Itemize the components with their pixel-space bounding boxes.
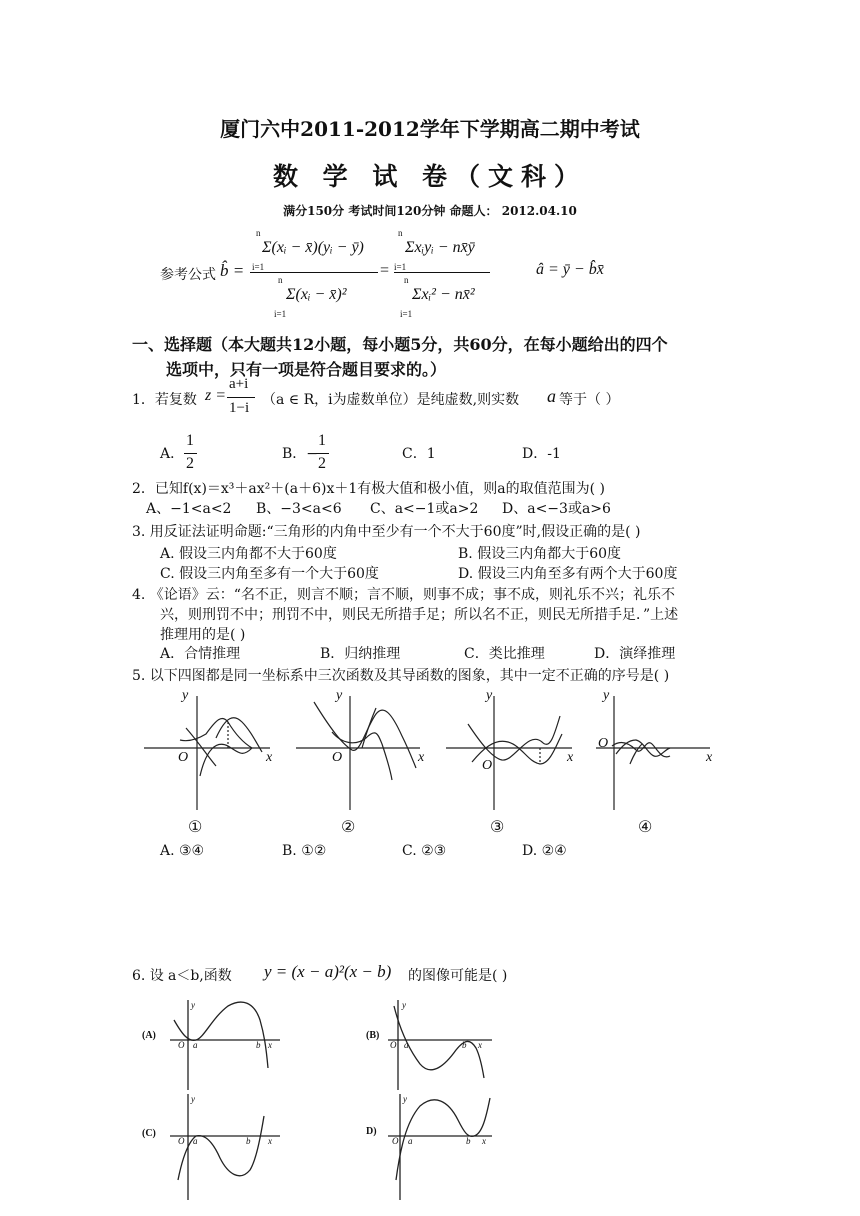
curve-2c [362,708,376,748]
q5-graph-label-4: ④ [638,817,653,836]
q4-line2: 兴，则刑罚不中；刑罚不中，则民无所措手足；所以名不正，则民无所措手足．”上述 [160,607,679,623]
q5-g2-o: O [332,750,343,765]
formula-equals: = [380,262,390,279]
q5-graph-label-2: ② [341,817,356,836]
q6-c-a: a [193,1136,198,1146]
q6-b-a: a [404,1040,409,1050]
q5-g4-y: y [603,688,610,703]
q1-var: a [547,386,556,406]
sum-top-4: n [404,275,409,285]
q6-b-x: x [478,1040,482,1050]
q6-label-d: D) [366,1126,377,1137]
sum-bottom-2: i=1 [274,309,287,319]
q5-option-a: A. ③④ [160,843,205,859]
q3-option-c: C. 假设三内角至多有一个大于60度 [160,566,379,582]
q6-c-b: b [246,1136,251,1146]
curve-1c [186,728,216,766]
q4-option-a: A．合情推理 [160,646,241,662]
q6-graphs [130,990,530,1210]
q6-a-y: y [191,1000,195,1010]
q6-a-o: O [178,1040,185,1050]
q4-line1: 4. 《论语》云：“名不正，则言不顺；言不顺，则事不成；事不成，则礼乐不兴；礼乐不 [132,587,675,603]
q6-d-a: a [408,1136,413,1146]
fraction-bar-2 [394,272,490,273]
q6-d-x: x [482,1136,486,1146]
q3-text: 3. 用反证法证明命题:“三角形的内角中至少有一个不大于60度”时,假设正确的是( ) [132,524,641,540]
q5-g2-x: x [418,750,425,765]
q2-option-c: C、a<−1或a>2 [370,501,479,517]
q5-g4-o: O [598,736,609,751]
q2-option-d: D、a<−3或a>6 [502,501,611,517]
q6-a-b: b [256,1040,261,1050]
q5-graphs [130,688,730,838]
q2-option-b: B、−3<a<6 [256,501,342,517]
q6-function: y = (x − a)²(x − b) [264,962,392,981]
q6-b-y: y [402,1000,406,1010]
q2-option-a: A、−1<a<2 [146,501,232,517]
q4-line3: 推理用的是( ) [160,627,246,643]
q6-c-x: x [268,1136,272,1146]
q1-option-a-den: 2 [186,455,194,472]
q5-graph-3 [446,696,572,810]
q4-option-c: C．类比推理 [464,646,545,662]
q6-tail: 的图像可能是( ) [408,968,508,984]
q5-text: 5. 以下四图都是同一坐标系中三次函数及其导函数的图象，其中一定不正确的序号是( ) [132,668,670,684]
q1-den: 1−i [229,400,250,416]
q1-prefix: 1．若复数 [132,392,197,408]
sum-top-2: n [278,275,283,285]
q6-c-y: y [191,1094,195,1104]
q6-graph-a [170,1000,280,1090]
q6-b-o: O [390,1040,397,1050]
q6-c-o: O [178,1136,185,1146]
q5-g2-y: y [336,688,343,703]
q1-condition: （a ∈ R，i为虚数单位）是纯虚数,则实数 [262,392,520,408]
section-heading-line2: 选项中，只有一项是符合题目要求的。） [166,360,447,379]
q1-option-d: D．-1 [522,446,561,462]
sum-top-3: n [398,228,403,238]
q6-prefix: 6. 设 [132,968,164,984]
q6-label-b: (B) [366,1030,380,1041]
q5-g4-x: x [706,750,713,765]
q5-graph-4 [596,696,713,810]
q5-g3-x: x [567,750,574,765]
q3-option-b: B. 假设三内角都大于60度 [458,546,622,562]
q1-option-b-den: 2 [318,455,326,472]
q1-option-a-bar [184,453,197,454]
q6-graph-c [170,1094,280,1200]
q5-g1-y: y [182,688,189,703]
q2-text: 2．已知f(x)＝x³＋ax²＋(a＋6)x＋1有极大值和极小值，则a的取值范围为( ) [132,481,605,497]
q1-option-b-num: 1 [318,432,326,449]
formula-num-1: Σ(xᵢ − x̄)(yᵢ − ȳ) [262,239,364,256]
q6-d-b: b [466,1136,471,1146]
q5-g3-y: y [486,688,493,703]
q1-fraction-bar [227,397,255,398]
q6-label-c: (C) [142,1128,156,1139]
q1-option-c: C．1 [402,446,436,462]
q1-option-b-label: B．− [282,446,319,462]
q6-a-x: x [268,1040,272,1050]
q1-tail: 等于（ ） [559,392,620,408]
curve-c [178,1116,264,1180]
sum-top-1: n [256,228,261,238]
q5-g3-o: O [482,758,493,773]
q5-graph-1 [144,696,273,810]
q5-option-c: C. ②③ [402,843,447,859]
q5-option-d: D. ②④ [522,843,567,859]
exam-meta: 满分150分 考试时间120分钟 命题人： 2012.04.10 [283,204,577,218]
formula-num-2: Σxᵢyᵢ − nx̄ȳ [405,239,475,256]
q3-option-a: A. 假设三内角都不大于60度 [160,546,337,562]
sum-bottom-3: i=1 [394,262,407,272]
q6-d-o: O [392,1136,399,1146]
curve-1d [216,718,262,752]
q6-b-b: b [462,1040,467,1050]
formula-ahat: â = ȳ − b̂x̄ [536,261,604,278]
q5-graph-label-3: ③ [490,817,505,836]
q1-option-a-num: 1 [186,432,194,449]
q5-g1-o: O [178,750,189,765]
formula-bhat: b̂ = [220,261,245,280]
q6-a-a: a [193,1040,198,1050]
exam-subtitle: 数 学 试 卷（文科） [272,162,588,191]
curve-3a [468,716,560,760]
q3-option-d: D. 假设三内角至多有两个大于60度 [458,566,678,582]
q6-condition: a＜b,函数 [168,968,232,984]
q6-label-a: (A) [142,1030,156,1041]
q5-g1-x: x [266,750,273,765]
q1-z: z = [205,387,227,404]
q1-option-b-bar [316,453,329,454]
exam-title: 厦门六中2011-2012学年下学期高二期中考试 [220,117,640,141]
q5-graph-2 [296,696,420,810]
formula-label: 参考公式 [160,267,216,283]
section-heading-line1: 一、选择题（本大题共12小题，每小题5分，共60分，在每小题给出的四个 [132,335,668,354]
q6-graph-d [388,1094,492,1200]
sum-bottom-4: i=1 [400,309,413,319]
q1-option-a-label: A． [160,446,185,462]
q1-num: a+i [229,376,249,392]
fraction-bar-1 [250,272,378,273]
formula-den-1: Σ(xᵢ − x̄)² [286,286,347,303]
q4-option-b: B．归纳推理 [320,646,401,662]
formula-den-2: Σxᵢ² − nx̄² [412,286,475,303]
q5-graph-label-1: ① [188,817,203,836]
q4-option-d: D．演绎推理 [594,646,676,662]
curve-1a [200,744,252,776]
curve-2a [314,702,416,768]
q5-option-b: B. ①② [282,843,327,859]
q6-d-y: y [403,1094,407,1104]
sum-bottom-1: i=1 [252,262,265,272]
